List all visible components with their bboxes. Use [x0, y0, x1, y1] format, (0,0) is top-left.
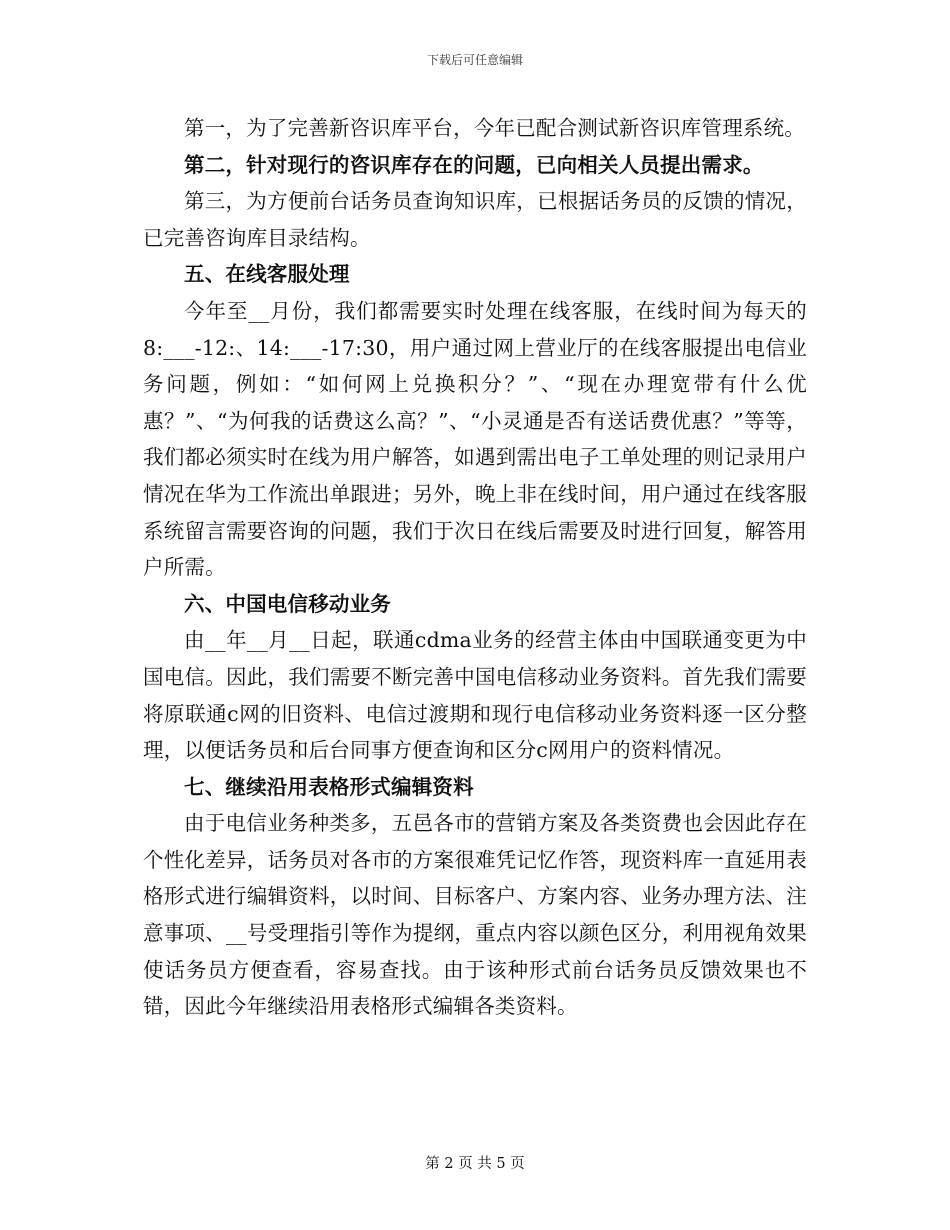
paragraph-2: 第二，针对现行的咨识库存在的问题，已向相关人员提出需求。	[184, 152, 764, 177]
section-heading-5: 五、在线客服处理	[184, 262, 350, 287]
paragraph-1: 第一，为了完善新咨识库平台，今年已配合测试新咨识库管理系统。	[184, 116, 805, 140]
document-body	[143, 110, 807, 1025]
paragraph-table-format: 由于电信业务种类多，五邑各市的营销方案及各类资费也会因此存在个性化差异，话务员对各市的方案很难凭记忆作答，现资料库一直延用表格形式进行编辑资料，以时间、目标客户、方案内容、业务办理方法、注意事项、__号受理指引等作为提纲，重点内容以颜色区分，利用视角效果使话务员方便查看，容易查找。由于该种形式前台话务员反馈效果也不错，因此今年继续沿用表格形式编辑各类资料。	[143, 811, 807, 1019]
page-header: 下载后可任意编辑	[426, 53, 523, 67]
section-heading-6: 六、中国电信移动业务	[184, 591, 391, 616]
section-heading-7: 七、继续沿用表格形式编辑资料	[184, 774, 474, 799]
paragraph-online-service: 今年至__月份，我们都需要实时处理在线客服，在线时间为每天的8:___-12:、14:___-17:30，用户通过网上营业厅的在线客服提出电信业务问题，例如：“如何网上兑换积分？”、“现在办理宽带有什么优惠？”、“为何我的话费这么高？”、“小灵通是否有送话费优惠？”等等，我们都必须实时在线为用户解答，如遇到需出电子工单处理的则记录用户情况在华为工作流出单跟进；另外，晚上非在线时间，用户通过在线客服系统留言需要咨询的问题，我们于次日在线后需要及时进行回复，解答用户所需。	[143, 298, 807, 580]
paragraph-mobile-business: 由__年__月__日起，联通cdma业务的经营主体由中国联通变更为中国电信。因此，我们需要不断完善中国电信移动业务资料。首先我们需要将原联通c网的旧资料、电信过渡期和现行电信移动业务资料逐一区分整理，以便话务员和后台同事方便查询和区分c网用户的资料情况。	[143, 628, 807, 763]
paragraph-3: 第三，为方便前台话务员查询知识库，已根据话务员的反馈的情况，已完善咨询库目录结构。	[143, 189, 807, 250]
page-number: 第 2 页 共 5 页	[425, 1156, 525, 1172]
